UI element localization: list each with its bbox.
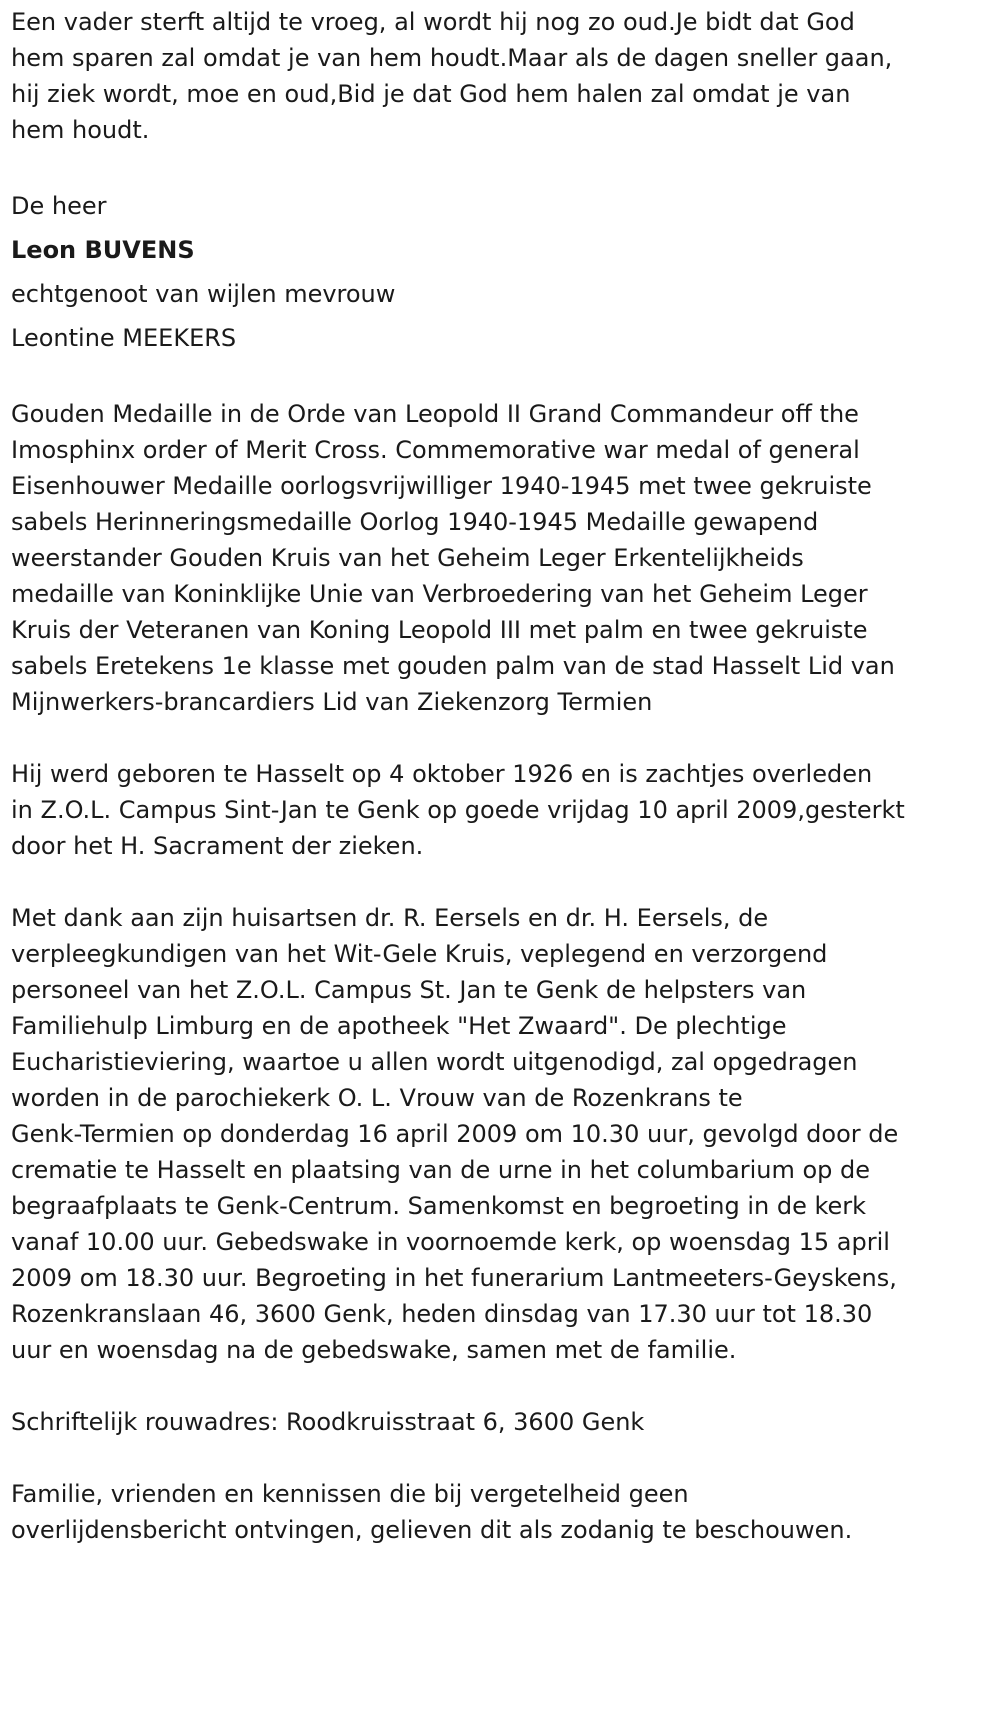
thanks-line: Genk-Termien op donderdag 16 april 2009 om 10.30 uur, gevolgd door de — [11, 1120, 899, 1148]
thanks-line: personeel van het Z.O.L. Campus St. Jan te Genk de helpsters van — [11, 976, 807, 1004]
thanks-line: crematie te Hasselt en plaatsing van de urne in het columbarium op de — [11, 1156, 871, 1184]
paragraph-spacer — [11, 864, 989, 900]
birth-death-line: door het H. Sacrament der zieken. — [11, 832, 424, 860]
deceased-block — [11, 184, 989, 360]
honours-line: Mijnwerkers-brancardiers Lid van Ziekenzorg Termien — [11, 688, 653, 716]
paragraph-spacer — [11, 148, 989, 184]
paragraph-spacer — [11, 360, 989, 396]
poem-line: hem sparen zal omdat je van hem houdt.Maar als de dagen sneller gaan, — [11, 44, 893, 72]
thanks-line: Eucharistieviering, waartoe u allen wordt uitgenodigd, zal opgedragen — [11, 1048, 858, 1076]
address-paragraph — [11, 1404, 989, 1440]
closing-line: overlijdensbericht ontvingen, gelieven dit als zodanig te beschouwen. — [11, 1516, 853, 1544]
deceased-relation: echtgenoot van wijlen mevrouw — [11, 280, 396, 308]
deceased-name: Leon BUVENS — [11, 236, 195, 264]
honours-line: medaille van Koninklijke Unie van Verbroedering van het Geheim Leger — [11, 580, 868, 608]
honours-line: Eisenhouwer Medaille oorlogsvrijwilliger 1940-1945 met twee gekruiste — [11, 472, 872, 500]
birth-death-line: Hij werd geboren te Hasselt op 4 oktober 1926 en is zachtjes overleden — [11, 760, 873, 788]
thanks-line: 2009 om 18.30 uur. Begroeting in het funerarium Lantmeeters-Geyskens, — [11, 1264, 897, 1292]
poem-line: hij ziek wordt, moe en oud,Bid je dat God hem halen zal omdat je van — [11, 80, 851, 108]
closing-paragraph — [11, 1476, 989, 1548]
thanks-line: begraafplaats te Genk-Centrum. Samenkomst en begroeting in de kerk — [11, 1192, 867, 1220]
thanks-line: uur en woensdag na de gebedswake, samen met de familie. — [11, 1336, 737, 1364]
deceased-title: De heer — [11, 192, 107, 220]
honours-line: Imosphinx order of Merit Cross. Commemorative war medal of general — [11, 436, 860, 464]
poem-line: hem houdt. — [11, 116, 150, 144]
poem-paragraph — [11, 4, 989, 148]
poem-line: Een vader sterft altijd te vroeg, al wordt hij nog zo oud.Je bidt dat God — [11, 8, 855, 36]
thanks-ceremony-paragraph — [11, 900, 989, 1368]
paragraph-spacer — [11, 720, 989, 756]
honours-line: weerstander Gouden Kruis van het Geheim Leger Erkentelijkheids — [11, 544, 804, 572]
thanks-line: vanaf 10.00 uur. Gebedswake in voornoemde kerk, op woensdag 15 april — [11, 1228, 890, 1256]
thanks-line: worden in de parochiekerk O. L. Vrouw van de Rozenkrans te — [11, 1084, 743, 1112]
spouse-name: Leontine MEEKERS — [11, 324, 237, 352]
thanks-line: Rozenkranslaan 46, 3600 Genk, heden dinsdag van 17.30 uur tot 18.30 — [11, 1300, 873, 1328]
paragraph-spacer — [11, 1368, 989, 1404]
honours-line: Gouden Medaille in de Orde van Leopold II Grand Commandeur off the — [11, 400, 859, 428]
honours-line: sabels Herinneringsmedaille Oorlog 1940-1945 Medaille gewapend — [11, 508, 819, 536]
thanks-line: Familiehulp Limburg en de apotheek "Het Zwaard". De plechtige — [11, 1012, 787, 1040]
honours-line: Kruis der Veteranen van Koning Leopold III met palm en twee gekruiste — [11, 616, 868, 644]
birth-death-paragraph — [11, 756, 989, 864]
thanks-line: verpleegkundigen van het Wit-Gele Kruis, veplegend en verzorgend — [11, 940, 828, 968]
closing-line: Familie, vrienden en kennissen die bij vergetelheid geen — [11, 1480, 689, 1508]
birth-death-line: in Z.O.L. Campus Sint-Jan te Genk op goede vrijdag 10 april 2009,gesterkt — [11, 796, 905, 824]
paragraph-spacer — [11, 1440, 989, 1476]
honours-line: sabels Eretekens 1e klasse met gouden palm van de stad Hasselt Lid van — [11, 652, 895, 680]
mourning-address: Schriftelijk rouwadres: Roodkruisstraat 6, 3600 Genk — [11, 1408, 645, 1436]
thanks-line: Met dank aan zijn huisartsen dr. R. Eersels en dr. H. Eersels, de — [11, 904, 769, 932]
honours-paragraph — [11, 396, 989, 720]
